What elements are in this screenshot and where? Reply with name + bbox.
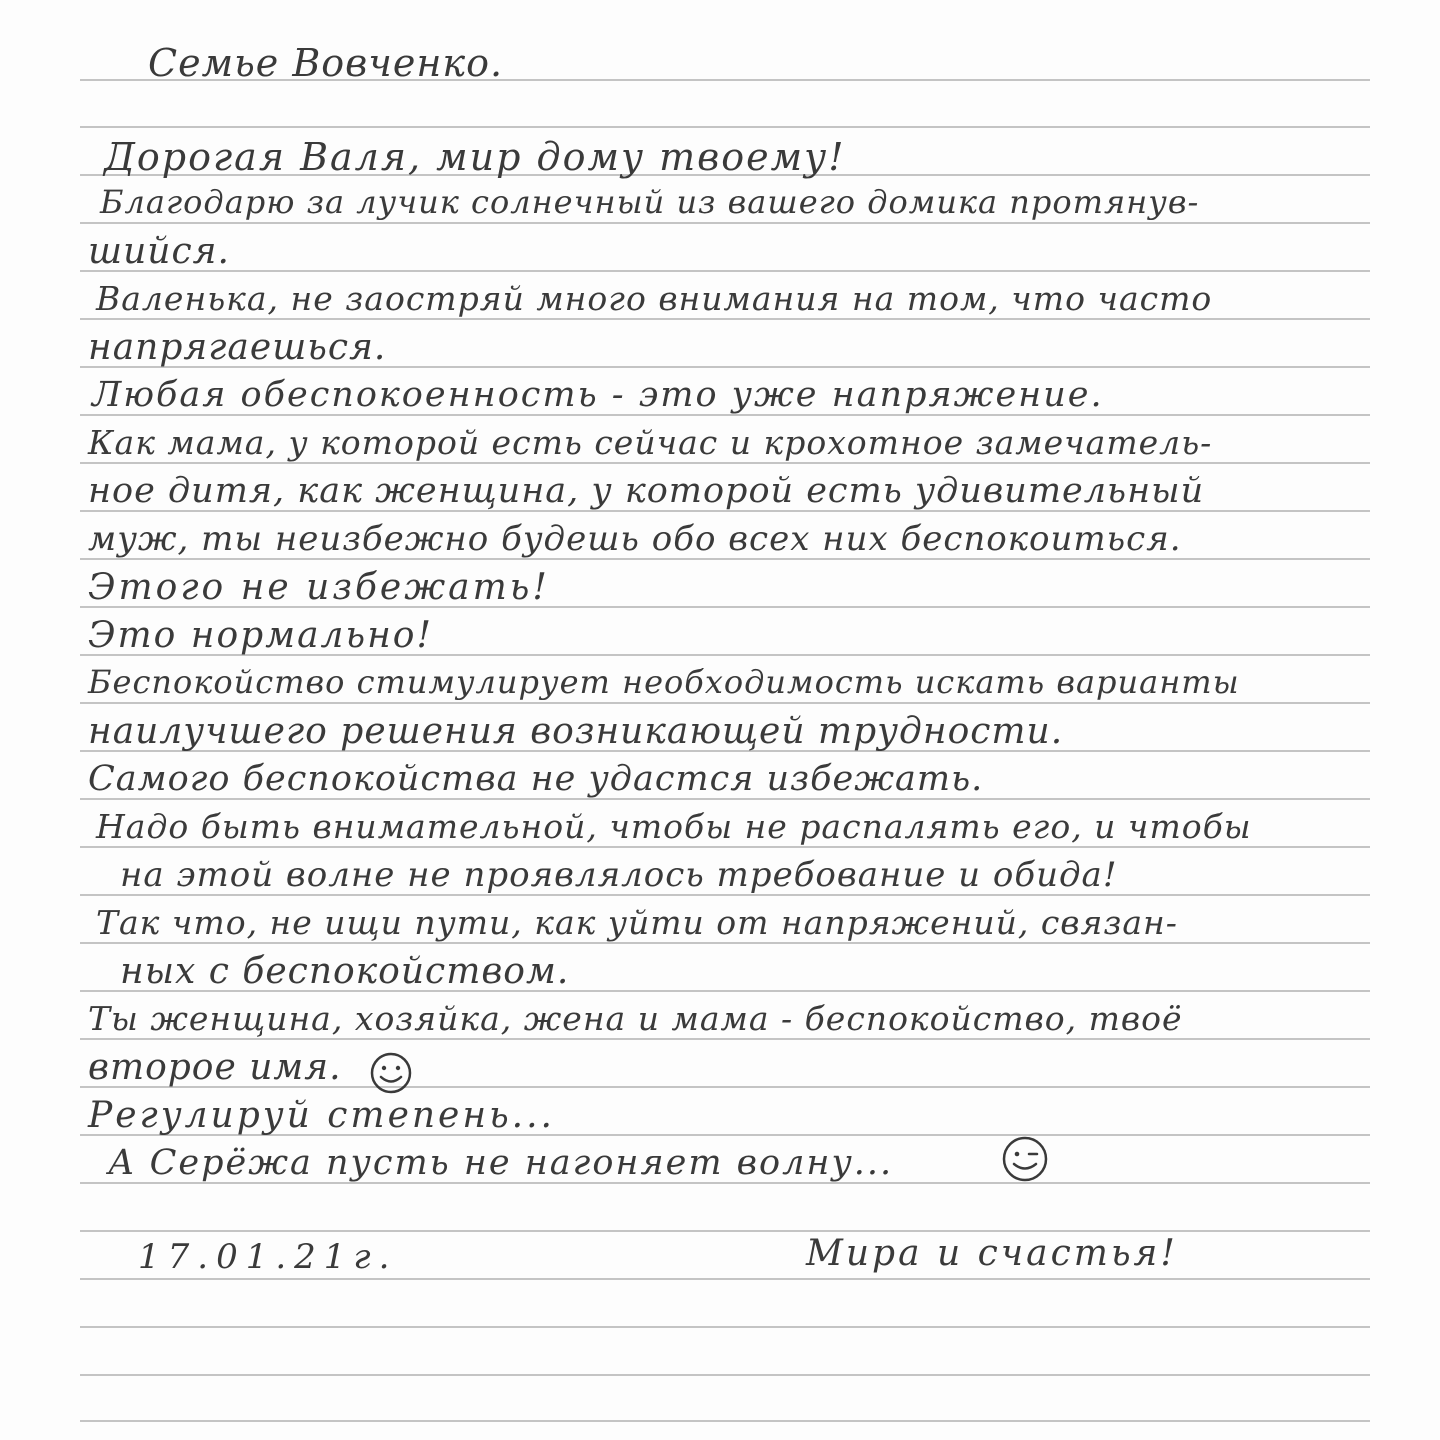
ruled-line <box>80 318 1370 320</box>
letter-line: Любая обеспокоенность - это уже напряжение. <box>92 375 1104 415</box>
letter-line: Регулируй степень... <box>88 1095 556 1136</box>
letter-line: Так что, не ищи пути, как уйти от напряжений, связан- <box>96 903 1178 942</box>
letter-line: Самого беспокойства не удастся избежать. <box>88 759 984 799</box>
letter-line: Валенька, не заостряй много внимания на том, что часто <box>96 279 1213 318</box>
letter-closing: Мира и счастья! <box>806 1233 1178 1274</box>
letter-line: второе имя. <box>88 1047 342 1088</box>
letter-line: А Серёжа пусть не нагоняет волну... <box>108 1143 894 1183</box>
letter-line: наилучшего решения возникающей трудности. <box>88 711 1064 752</box>
ruled-line <box>80 1420 1370 1422</box>
ruled-line <box>80 462 1370 464</box>
ruled-line <box>80 702 1370 704</box>
ruled-line <box>80 1374 1370 1376</box>
letter-line: Этого не избежать! <box>88 567 550 608</box>
letter-line: Беспокойство стимулирует необходимость искать варианты <box>88 663 1240 701</box>
letter-line: Ты женщина, хозяйка, жена и мама - беспокойство, твоё <box>88 999 1183 1038</box>
ruled-line <box>80 1038 1370 1040</box>
letter-line: на этой волне не проявлялось требование и обида! <box>120 855 1118 895</box>
ruled-line <box>80 1230 1370 1232</box>
letter-line: Благодарю за лучик солнечный из вашего домика протянув- <box>100 183 1200 221</box>
smiley-icon <box>368 1050 414 1096</box>
ruled-line <box>80 270 1370 272</box>
letter-line: Дорогая Валя, мир дому твоему! <box>104 135 846 179</box>
ruled-line <box>80 126 1370 128</box>
letter-line: напрягаешься. <box>88 327 387 368</box>
recipient-line: Семье Вовченко. <box>148 41 504 85</box>
letter-line: Как мама, у которой есть сейчас и крохотное замечатель- <box>88 423 1213 462</box>
letter-line: Это нормально! <box>88 615 433 656</box>
ruled-line <box>80 1326 1370 1328</box>
ruled-line <box>80 1278 1370 1280</box>
letter-line: ное дитя, как женщина, у которой есть удивительный <box>88 471 1205 511</box>
ruled-line <box>80 846 1370 848</box>
letter-line: ных с беспокойством. <box>120 951 570 992</box>
letter-line: Надо быть внимательной, чтобы не распалять его, и чтобы <box>96 807 1252 846</box>
letter-date: 17.01.21г. <box>138 1237 398 1277</box>
winking-smiley-icon <box>1000 1134 1050 1184</box>
ruled-line <box>80 222 1370 224</box>
letter-line: муж, ты неизбежно будешь обо всех них беспокоиться. <box>88 519 1182 559</box>
letter-line: шийся. <box>88 231 230 272</box>
ruled-line <box>80 942 1370 944</box>
